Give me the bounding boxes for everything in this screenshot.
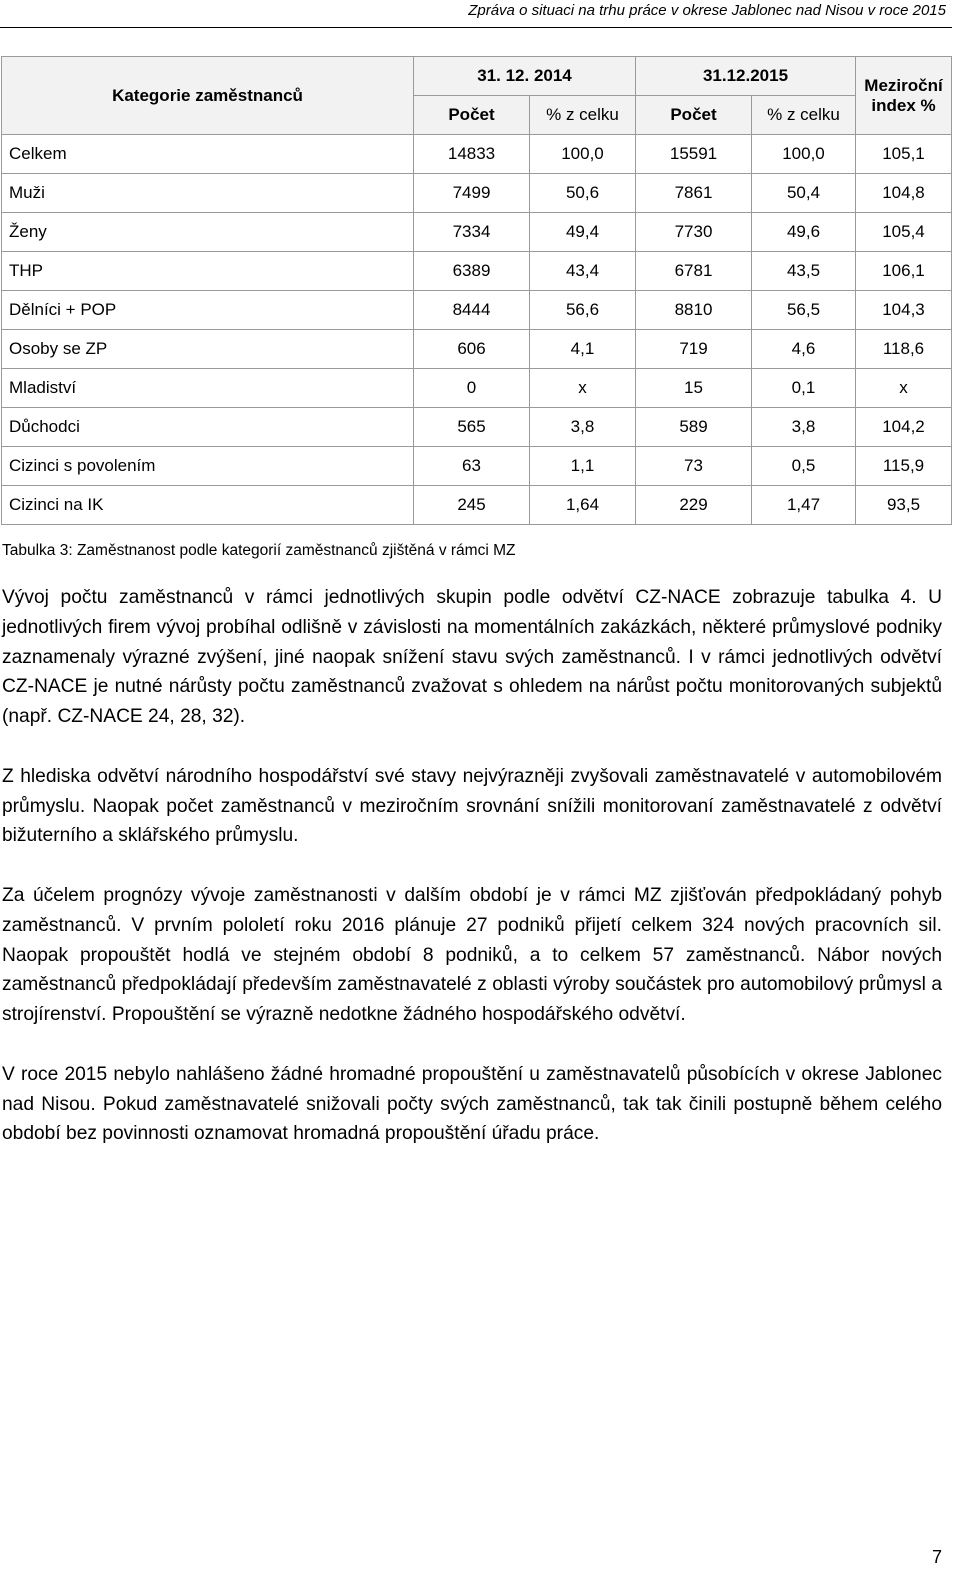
count-2014-cell: 565 (414, 408, 530, 447)
count-2015-cell: 15591 (636, 135, 752, 174)
count-2014-cell: 0 (414, 369, 530, 408)
page-number: 7 (931, 1547, 942, 1567)
count-2015-cell: 15 (636, 369, 752, 408)
index-cell: 104,2 (856, 408, 952, 447)
pct-2015-cell: 3,8 (752, 408, 856, 447)
index-cell: 105,1 (856, 135, 952, 174)
pct-2014-cell: 1,64 (530, 486, 636, 525)
header-date-2015: 31.12.2015 (636, 57, 856, 96)
count-2014-cell: 6389 (414, 252, 530, 291)
category-cell: Mladiství (2, 369, 414, 408)
pct-2014-cell: 100,0 (530, 135, 636, 174)
pct-2015-cell: 56,5 (752, 291, 856, 330)
count-2015-cell: 229 (636, 486, 752, 525)
count-2015-cell: 6781 (636, 252, 752, 291)
table-row (2, 252, 952, 291)
header-count-2014: Počet (414, 96, 530, 135)
pct-2014-cell: 50,6 (530, 174, 636, 213)
index-cell: 105,4 (856, 213, 952, 252)
index-cell: 115,9 (856, 447, 952, 486)
table-row (2, 447, 952, 486)
category-cell: Cizinci na IK (2, 486, 414, 525)
pct-2014-cell: x (530, 369, 636, 408)
count-2014-cell: 14833 (414, 135, 530, 174)
index-cell: x (856, 369, 952, 408)
header-pct-2015: % z celku (752, 96, 856, 135)
index-cell: 104,8 (856, 174, 952, 213)
pct-2015-cell: 0,5 (752, 447, 856, 486)
paragraph: Vývoj počtu zaměstnanců v rámci jednotlivých skupin podle odvětví CZ-NACE zobrazuje tabulka 4. U jednotlivých firem vývoj probíhal odlišně v závislosti na momentálních zakázkách, některé průmyslové podniky zaznamenaly výrazné zvýšení, jiné naopak snížení stavu svých zaměstnanců. I v rámci jednotlivých odvětví CZ-NACE je nutné nárůsty počtu zaměstnanců zvažovat s ohledem na nárůst počtu monitorovaných subjektů (např. CZ-NACE 24, 28, 32). (2, 587, 942, 728)
table-row (2, 369, 952, 408)
count-2014-cell: 8444 (414, 291, 530, 330)
pct-2014-cell: 43,4 (530, 252, 636, 291)
pct-2015-cell: 0,1 (752, 369, 856, 408)
table-row (2, 486, 952, 525)
pct-2015-cell: 4,6 (752, 330, 856, 369)
pct-2015-cell: 100,0 (752, 135, 856, 174)
table-row (2, 291, 952, 330)
category-cell: Muži (2, 174, 414, 213)
header-count-2015: Počet (636, 96, 752, 135)
header-category: Kategorie zaměstnanců (2, 57, 414, 135)
table-row (2, 330, 952, 369)
header-index: Meziroční index % (856, 57, 952, 135)
category-cell: Osoby se ZP (2, 330, 414, 369)
category-cell: Dělníci + POP (2, 291, 414, 330)
body-text (2, 583, 942, 1179)
pct-2014-cell: 3,8 (530, 408, 636, 447)
header-date-2014: 31. 12. 2014 (414, 57, 636, 96)
employment-table (1, 56, 952, 525)
index-cell: 104,3 (856, 291, 952, 330)
count-2015-cell: 73 (636, 447, 752, 486)
count-2014-cell: 7334 (414, 213, 530, 252)
pct-2015-cell: 50,4 (752, 174, 856, 213)
count-2015-cell: 8810 (636, 291, 752, 330)
table-row (2, 174, 952, 213)
pct-2014-cell: 56,6 (530, 291, 636, 330)
pct-2014-cell: 4,1 (530, 330, 636, 369)
index-cell: 118,6 (856, 330, 952, 369)
count-2014-cell: 7499 (414, 174, 530, 213)
table-row (2, 213, 952, 252)
category-cell: Cizinci s povolením (2, 447, 414, 486)
count-2014-cell: 63 (414, 447, 530, 486)
count-2014-cell: 245 (414, 486, 530, 525)
paragraph: Za účelem prognózy vývoje zaměstnanosti v dalším období je v rámci MZ zjišťován předpokládaný pohyb zaměstnanců. V prvním pololetí roku 2016 plánuje 27 podniků přijetí celkem 324 nových pracovních sil. Naopak propouštět hodlá ve stejném období 8 podniků, a to celkem 57 zaměstnanců. Nábor nových zaměstnanců předpokládají především zaměstnavatelé z oblasti výroby součástek pro automobilový průmysl a strojírenství. Propouštění se výrazně nedotkne žádného hospodářského odvětví. (2, 884, 942, 1026)
table-caption: Tabulka 3: Zaměstnanost podle kategorií zaměstnanců zjištěná v rámci MZ (2, 542, 516, 559)
table-row (2, 135, 952, 174)
count-2014-cell: 606 (414, 330, 530, 369)
count-2015-cell: 7730 (636, 213, 752, 252)
header-rule (0, 27, 952, 28)
index-cell: 93,5 (856, 486, 952, 525)
count-2015-cell: 7861 (636, 174, 752, 213)
count-2015-cell: 589 (636, 408, 752, 447)
count-2015-cell: 719 (636, 330, 752, 369)
pct-2015-cell: 49,6 (752, 213, 856, 252)
running-header: Zpráva o situaci na trhu práce v okrese Jablonec nad Nisou v roce 2015 (468, 2, 946, 19)
category-cell: THP (2, 252, 414, 291)
category-cell: Důchodci (2, 408, 414, 447)
category-cell: Celkem (2, 135, 414, 174)
table-row (2, 408, 952, 447)
pct-2015-cell: 43,5 (752, 252, 856, 291)
pct-2014-cell: 49,4 (530, 213, 636, 252)
paragraph: Z hlediska odvětví národního hospodářství své stavy nejvýrazněji zvyšovali zaměstnavatelé v automobilovém průmyslu. Naopak počet zaměstnanců v meziročním srovnání snížili monitorovaní zaměstnavatelé z odvětví bižuterního a sklářského průmyslu. (2, 765, 942, 847)
index-cell: 106,1 (856, 252, 952, 291)
paragraph: V roce 2015 nebylo nahlášeno žádné hromadné propouštění u zaměstnavatelů působících v okrese Jablonec nad Nisou. Pokud zaměstnavatelé snižovali počty svých zaměstnanců, tak tak činili postupně během celého období bez povinnosti oznamovat hromadná propouštění úřadu práce. (2, 1063, 942, 1145)
category-cell: Ženy (2, 213, 414, 252)
pct-2014-cell: 1,1 (530, 447, 636, 486)
header-pct-2014: % z celku (530, 96, 636, 135)
pct-2015-cell: 1,47 (752, 486, 856, 525)
